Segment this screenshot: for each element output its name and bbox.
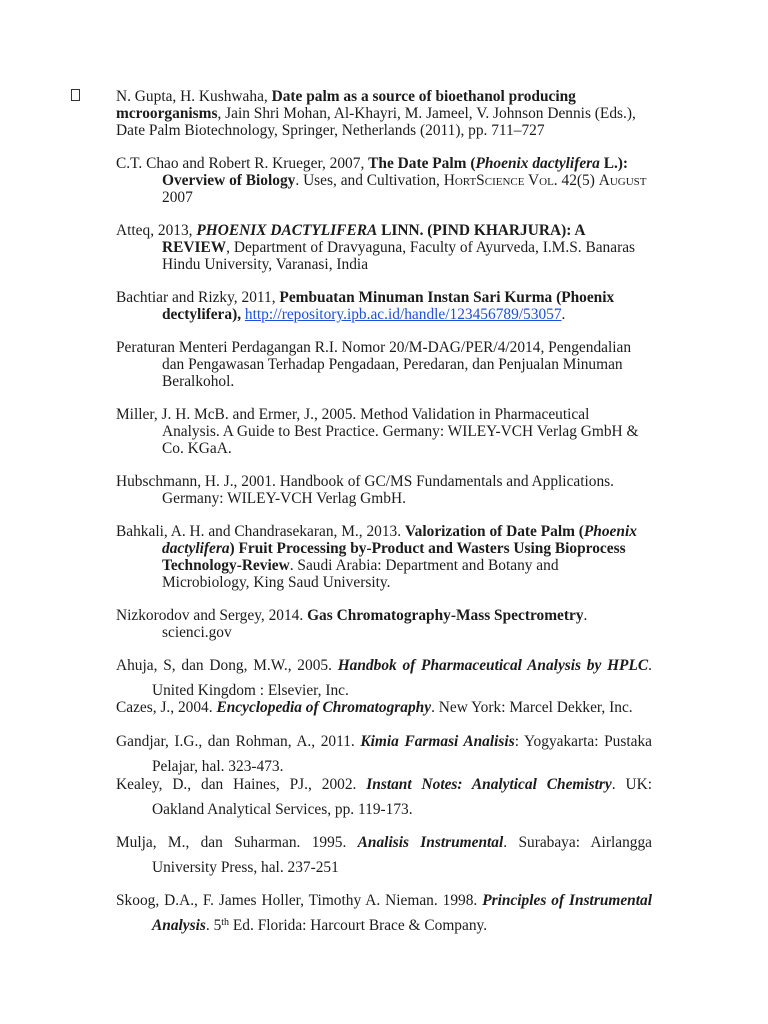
reference-line xyxy=(116,892,676,909)
reference-title-text: Phoenix xyxy=(583,523,637,540)
reference-entry xyxy=(116,473,676,507)
superscript-text: th xyxy=(221,917,230,928)
reference-line xyxy=(116,523,676,540)
reference-line xyxy=(116,256,676,273)
reference-title-text: Gas Chromatography-Mass Spectrometry xyxy=(307,607,584,624)
reference-text: . xyxy=(648,657,652,674)
reference-text: . New York: Marcel Dekker, Inc. xyxy=(431,699,633,716)
reference-title-text: Kimia Farmasi Analisis xyxy=(360,733,515,750)
reference-smallcaps-text: HortScience Vol. xyxy=(443,172,558,189)
reference-text: Miller, J. H. McB. and Ermer, J., 2005. Method Validation in Pharmaceutical xyxy=(116,406,590,423)
reference-line xyxy=(116,423,676,440)
reference-entry xyxy=(116,222,676,273)
reference-title-text: REVIEW xyxy=(162,239,227,256)
reference-line xyxy=(116,699,676,716)
reference-title-text: Principles of Instrumental xyxy=(482,892,652,909)
reference-text: Bachtiar and Rizky, 2011, xyxy=(116,289,280,306)
reference-text: dan Pengawasan Terhadap Pengadaan, Peredaran, dan Penjualan Minuman xyxy=(162,356,623,373)
reference-line xyxy=(116,540,676,557)
reference-line xyxy=(116,682,676,699)
reference-line xyxy=(116,490,676,507)
bullet-icon xyxy=(71,89,80,101)
reference-list xyxy=(116,88,676,934)
reference-text: Germany: WILEY-VCH Verlag GmbH. xyxy=(162,490,406,507)
reference-line xyxy=(116,356,676,373)
reference-title-text: Pembuatan Minuman Instan Sari Kurma (Phoenix xyxy=(279,289,615,306)
reference-link[interactable]: http://repository.ipb.ac.id/handle/123456789/53057 xyxy=(244,306,562,323)
reference-text: United Kingdom : Elsevier, Inc. xyxy=(152,682,349,699)
reference-text: Date Palm Biotechnology, Springer, Netherlands (2011), pp. 711–727 xyxy=(116,122,545,139)
reference-entry xyxy=(116,339,676,390)
reference-title-text: Handbok of Pharmaceutical Analysis by HPLC xyxy=(337,657,649,674)
reference-title-text: Date palm as a source of bioethanol producing xyxy=(271,88,576,105)
reference-text: Analysis. A Guide to Best Practice. Germany: WILEY-VCH Verlag GmbH & xyxy=(162,423,639,440)
reference-entry xyxy=(116,523,676,591)
reference-text: C.T. Chao and Robert R. Krueger, 2007, xyxy=(116,155,369,172)
reference-entry xyxy=(116,892,676,934)
reference-entry xyxy=(116,607,676,641)
reference-line xyxy=(116,88,676,105)
reference-entry xyxy=(116,289,676,323)
reference-text: 2007 xyxy=(162,189,193,206)
reference-text: Nizkorodov and Sergey, 2014. xyxy=(116,607,308,624)
reference-text: Bahkali, A. H. and Chandrasekaran, M., 2013. xyxy=(116,523,405,540)
reference-line xyxy=(116,373,676,390)
reference-entry xyxy=(116,733,676,775)
reference-text: Gandjar, I.G., dan Rohman, A., 2011. xyxy=(116,733,361,750)
reference-line xyxy=(116,155,676,172)
reference-line xyxy=(116,473,676,490)
reference-line xyxy=(116,801,676,818)
reference-line xyxy=(116,733,676,750)
reference-text: Skoog, D.A., F. James Holler, Timothy A. Nieman. 1998. xyxy=(116,892,483,909)
reference-text: Pelajar, hal. 323-473. xyxy=(152,758,284,775)
reference-text: . Saudi Arabia: Department and Botany and xyxy=(289,557,559,574)
reference-line xyxy=(116,574,676,591)
reference-title-text: dectylifera), xyxy=(162,306,242,323)
reference-line xyxy=(116,859,676,876)
reference-text: Hubschmann, H. J., 2001. Handbook of GC/MS Fundamentals and Applications. xyxy=(116,473,615,490)
reference-text: Co. KGaA. xyxy=(162,440,232,457)
reference-line xyxy=(116,657,676,674)
reference-line xyxy=(116,122,676,139)
reference-text: Kealey, D., dan Haines, PJ., 2002. xyxy=(116,776,367,793)
reference-text: Peraturan Menteri Perdagangan R.I. Nomor 20/M-DAG/PER/4/2014, Pengendalian xyxy=(116,339,632,356)
reference-line xyxy=(116,834,676,851)
reference-title-text: dactylifera xyxy=(162,540,230,557)
reference-title-text: Overview of Biology xyxy=(162,172,296,189)
reference-entry xyxy=(116,657,676,699)
reference-title-text: LINN. (PIND KHARJURA): A xyxy=(377,222,586,239)
reference-line xyxy=(116,776,676,793)
reference-title-text: The Date Palm ( xyxy=(368,155,476,172)
reference-line xyxy=(116,758,676,775)
reference-title-text: L.): xyxy=(599,155,629,172)
reference-line xyxy=(116,172,676,189)
reference-text: . UK: xyxy=(611,776,652,793)
reference-line xyxy=(116,607,676,624)
reference-smallcaps-text: August xyxy=(598,172,647,189)
reference-text: . xyxy=(583,607,588,624)
reference-line xyxy=(116,189,676,206)
reference-title-text: Analysis xyxy=(152,917,206,934)
reference-text: Ed. Florida: Harcourt Brace & Company. xyxy=(229,917,488,934)
reference-title-text: Valorization of Date Palm ( xyxy=(404,523,584,540)
reference-text: : Yogyakarta: Pustaka xyxy=(514,733,652,750)
reference-text: , Department of Dravyaguna, Faculty of Ayurveda, I.M.S. Banaras xyxy=(226,239,636,256)
reference-text: Hindu University, Varanasi, India xyxy=(162,256,369,273)
reference-line xyxy=(116,222,676,239)
reference-title-text: Encyclopedia of Chromatography xyxy=(216,699,432,716)
reference-entry xyxy=(116,834,676,876)
reference-line xyxy=(116,917,676,934)
reference-title-text: Phoenix dactylifera xyxy=(475,155,600,172)
reference-text: Oakland Analytical Services, pp. 119-173. xyxy=(152,801,413,818)
reference-text: . Surabaya: Airlangga xyxy=(503,834,652,851)
reference-entry xyxy=(116,406,676,457)
reference-text: . xyxy=(561,306,566,323)
reference-text: University Press, hal. 237-251 xyxy=(152,859,339,876)
reference-line xyxy=(116,289,676,306)
reference-entry xyxy=(116,776,676,818)
reference-text: scienci.gov xyxy=(162,624,232,641)
reference-text: Cazes, J., 2004. xyxy=(116,699,217,716)
reference-text: Atteq, 2013, xyxy=(116,222,197,239)
reference-entry xyxy=(116,699,676,716)
reference-title-text: Technology-Review xyxy=(162,557,290,574)
reference-text: . 5 xyxy=(205,917,222,934)
reference-line xyxy=(116,557,676,574)
reference-title-text: Instant Notes: Analytical Chemistry xyxy=(366,776,612,793)
reference-line xyxy=(116,339,676,356)
reference-text: N. Gupta, H. Kushwaha, xyxy=(116,88,272,105)
reference-text: Microbiology, King Saud University. xyxy=(162,574,391,591)
reference-line xyxy=(116,239,676,256)
reference-line xyxy=(116,440,676,457)
reference-text: 42(5) xyxy=(557,172,599,189)
reference-entry xyxy=(116,88,676,139)
reference-line xyxy=(116,105,676,122)
reference-text: Mulja, M., dan Suharman. 1995. xyxy=(116,834,358,851)
reference-title-text: mcroorganisms xyxy=(116,105,218,122)
reference-line xyxy=(116,406,676,423)
reference-title-text: Analisis Instrumental xyxy=(357,834,504,851)
reference-line xyxy=(116,624,676,641)
reference-text: Beralkohol. xyxy=(162,373,235,390)
reference-text: , Jain Shri Mohan, Al-Khayri, M. Jameel, V. Johnson Dennis (Eds.), xyxy=(217,105,636,122)
reference-title-text: ) Fruit Processing by-Product and Wasters Using Bioprocess xyxy=(229,540,626,557)
reference-text: Ahuja, S, dan Dong, M.W., 2005. xyxy=(116,657,338,674)
reference-title-text: PHOENIX DACTYLIFERA xyxy=(196,222,378,239)
reference-entry xyxy=(116,155,676,206)
reference-text: . Uses, and Cultivation, xyxy=(295,172,444,189)
reference-line xyxy=(116,306,676,323)
